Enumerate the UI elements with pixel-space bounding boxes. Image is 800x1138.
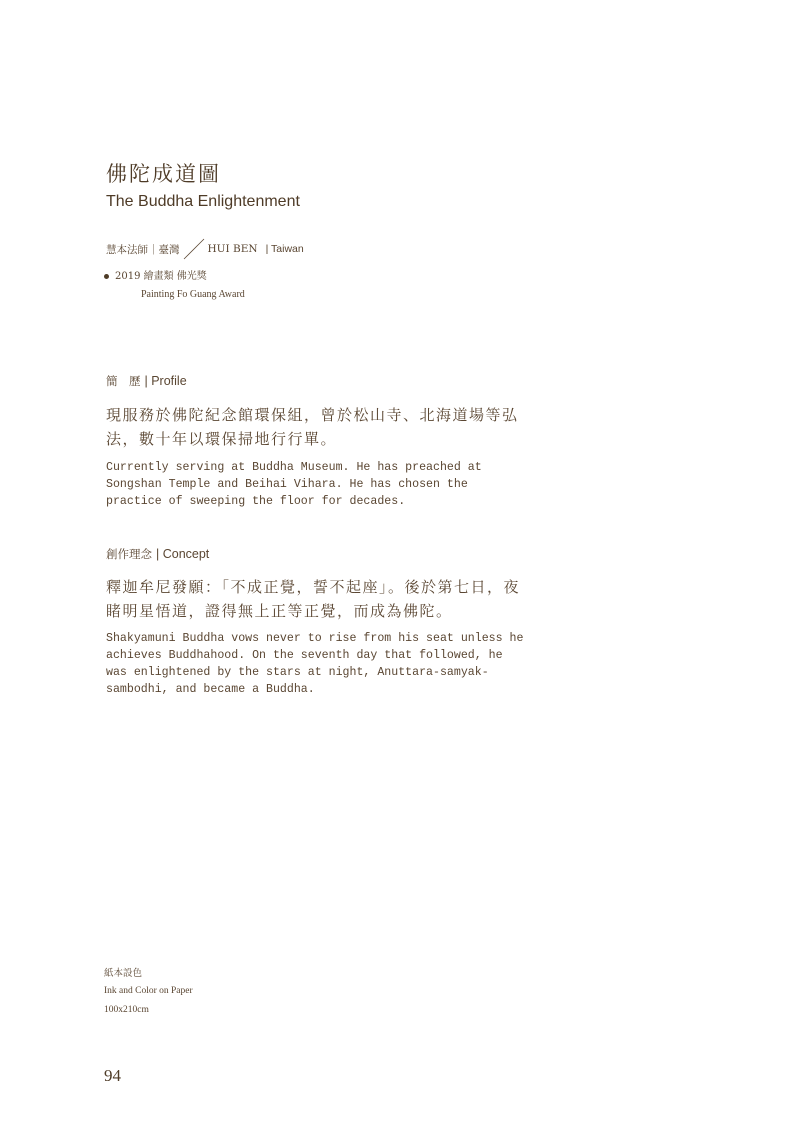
medium-chinese: 紙本設色 xyxy=(104,969,143,979)
medium-info xyxy=(104,966,193,1000)
award-chinese: 2019 繪畫類 佛光獎 xyxy=(115,271,207,282)
concept-heading-english: | Concept xyxy=(156,547,210,561)
artist-line xyxy=(106,238,304,260)
profile-heading xyxy=(106,373,187,389)
artwork-size: 100x210cm xyxy=(104,1005,149,1015)
profile-heading-english: | Profile xyxy=(144,374,187,388)
profile-text-english: Currently serving at Buddha Museum. He has preached at Songshan Temple and Beihai Vihara. He has chosen the practice of sweeping the floor for decades. xyxy=(106,461,482,508)
medium-english: Ink and Color on Paper xyxy=(104,986,193,996)
concept-heading-chinese: 創作理念 xyxy=(106,547,152,561)
concept-text-english: Shakyamuni Buddha vows never to rise from his seat unless he achieves Buddhahood. On the seventh day that followed, he was enlightened by the stars at night, Anuttara-samyak-sambodhi, and became a Buddha. xyxy=(106,632,524,696)
concept-heading xyxy=(106,546,209,562)
artwork-title-english: The Buddha Enlightenment xyxy=(106,193,300,210)
award-english: Painting Fo Guang Award xyxy=(141,289,245,300)
slash-divider-icon xyxy=(183,238,205,260)
artist-country: | Taiwan xyxy=(265,243,304,255)
artist-name-chinese: 慧本法師｜臺灣 xyxy=(106,243,180,256)
artwork-title-chinese: 佛陀成道圖 xyxy=(106,162,221,186)
profile-text-chinese: 現服務於佛陀紀念館環保組，曾於松山寺、北海道場等弘法，數十年以環保掃地行行單。 xyxy=(106,406,519,448)
concept-text-chinese: 釋迦牟尼發願：「不成正覺，誓不起座」。後於第七日，夜睹明星悟道，證得無上正等正覺，而成為佛陀。 xyxy=(106,578,521,620)
profile-heading-chinese: 簡 歷 xyxy=(106,374,141,388)
bullet-icon xyxy=(104,274,109,279)
page-number: 94 xyxy=(104,1066,121,1085)
artist-name-english: HUI BEN xyxy=(207,243,258,255)
award-info xyxy=(104,268,245,304)
